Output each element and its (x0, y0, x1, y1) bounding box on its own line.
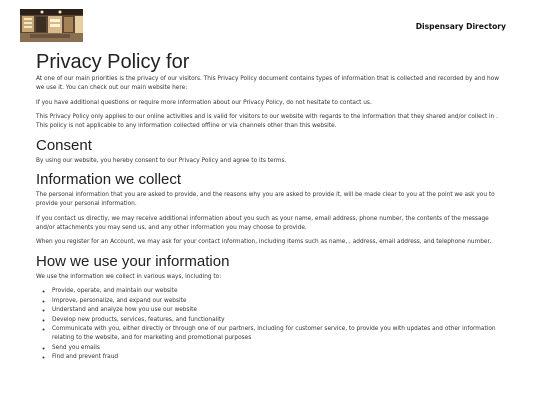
intro-paragraph: At one of our main priorities is the privacy of our visitors. This Privacy Policy document contains types of information that is collected and recorded by and how we use it. You can check out our main website here: (36, 76, 499, 91)
list-item: ◦ Understand and analyze how you use our website (52, 306, 506, 315)
information-collect-heading: Information we collect (36, 171, 182, 188)
consent-heading: Consent (36, 136, 92, 154)
list-item: ◦ Improve, personalize, and expand our website (52, 297, 506, 306)
list-item: ◦ Find and prevent fraud (52, 353, 506, 362)
information-collect-paragraph: The personal information that you are asked to provide, and the reasons why you are asked to provide it, will be made clear to you at the point we ask you to provide your personal information. (36, 192, 495, 207)
page-title: Privacy Policy for (36, 51, 190, 73)
privacy-policy-content (36, 50, 506, 363)
list-item: ◦ Develop new products, services, features, and functionality (52, 316, 506, 325)
information-collect-paragraph: When you register for an Account, we may ask for your contact information, including items such as name, , address, email address, and telephone number. (36, 239, 492, 245)
intro-paragraph: This Privacy Policy only applies to our online activities and is valid for visitors to our website with regards to the information that they shared and/or collect in . This policy is not applicable to any information collected offline or via channels other than this website. (36, 114, 498, 129)
list-item: ◦ Send you emails (52, 344, 506, 353)
how-we-use-heading: How we use your information (36, 252, 230, 270)
how-we-use-intro: We use the information we collect in various ways, including to: (36, 273, 222, 280)
list-item: ◦ Provide, operate, and maintain our website (52, 287, 506, 296)
store-interior-image (20, 9, 83, 42)
how-we-use-list (36, 287, 506, 362)
intro-paragraph: If you have additional questions or require more information about our Privacy Policy, do not hesitate to contact us. (36, 99, 372, 106)
list-item: ◦ Communicate with you, either directly or through one of our partners, including for customer service, to provide you with updates and other information relating to the website, and for marketing and promotional purposes (52, 325, 506, 343)
site-logo[interactable] (20, 9, 83, 42)
information-collect-paragraph: If you contact us directly, we may receive additional information about you such as your name, email address, phone number, the contents of the message and/or attachments you may send us, and any other information you may choose to provide. (36, 215, 489, 231)
consent-paragraph: By using our website, you hereby consent to our Privacy Policy and agree to its terms. (36, 157, 287, 164)
site-header (0, 0, 540, 48)
nav-link-dispensary-directory[interactable]: Dispensary Directory (415, 22, 506, 31)
